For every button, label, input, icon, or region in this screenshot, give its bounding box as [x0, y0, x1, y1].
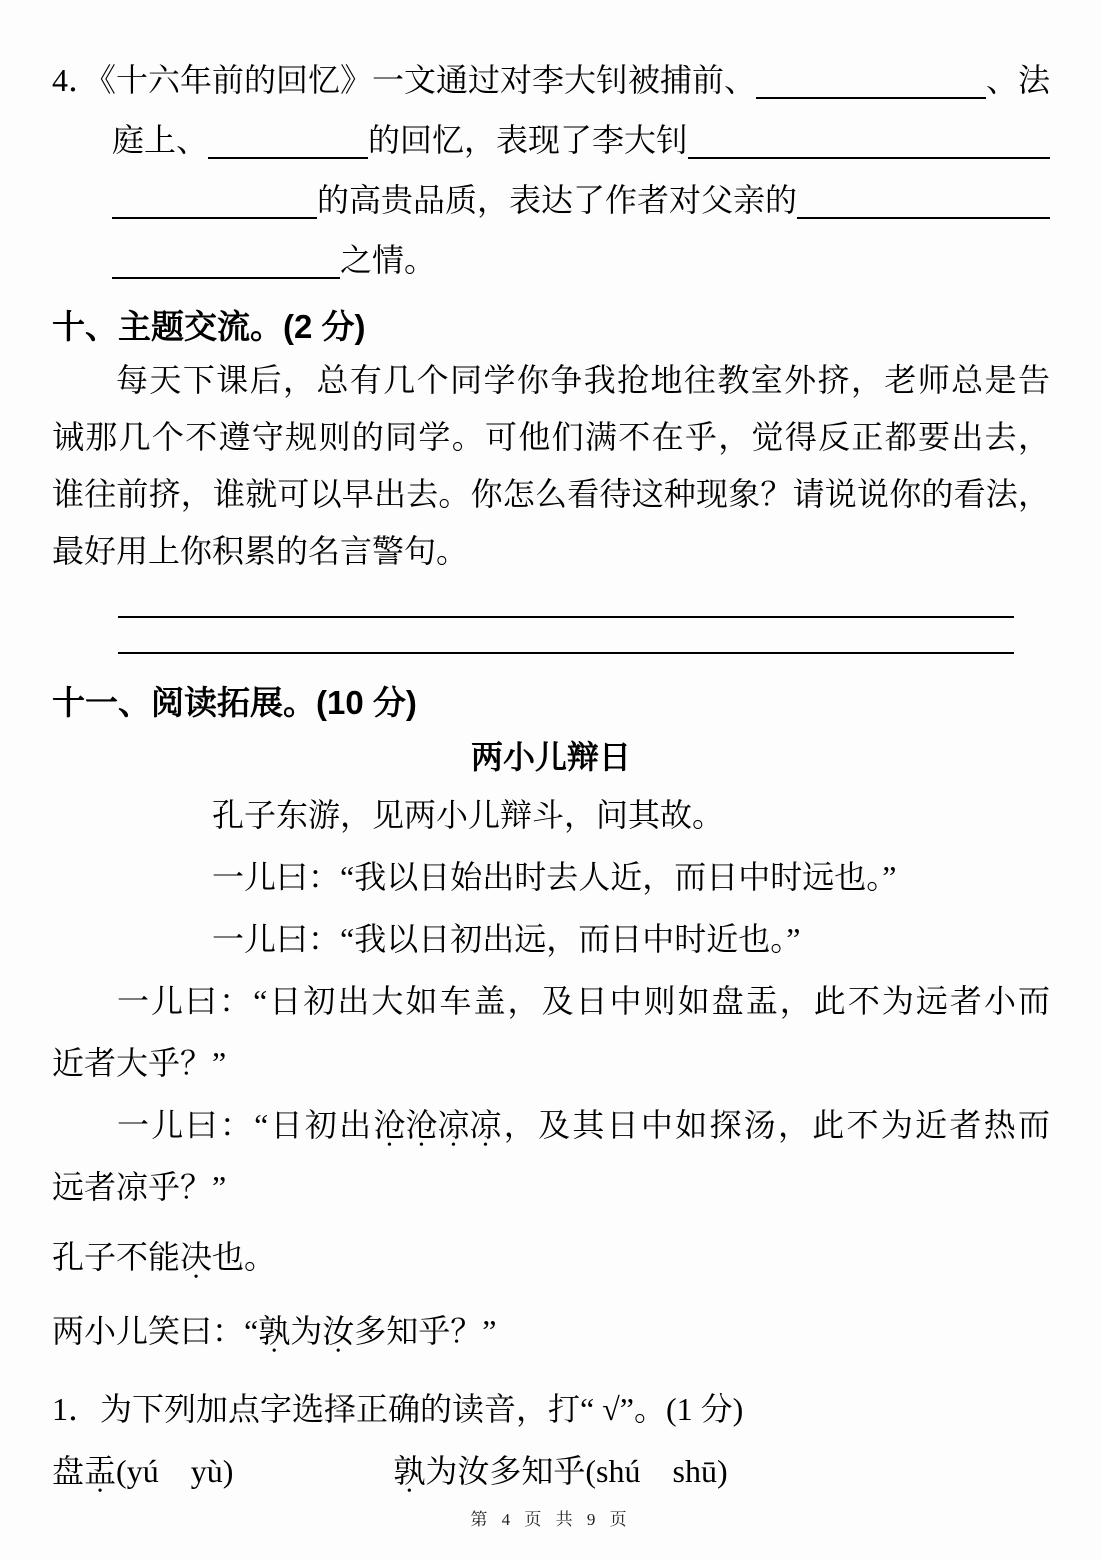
- page-footer: 第 4 页 共 9 页: [470, 1510, 632, 1529]
- passage-title: 两小儿辩日: [470, 739, 631, 775]
- answer-blank-line-1: [118, 616, 1014, 618]
- section-10-heading: 十、主题交流。(2 分): [52, 308, 366, 345]
- passage-line-3: 一儿曰：“我以日初出远，而日中时近也。”: [212, 921, 801, 957]
- answer-blank-line-2: [118, 652, 1014, 654]
- question-4-line-3: 的高贵品质，表达了作者对父亲的: [52, 170, 1050, 230]
- passage-line-7: 远者凉乎？”: [52, 1169, 227, 1205]
- passage-line-6: 一儿曰：“日初出沧沧凉凉，及其日中如探汤，此不为近者热而: [117, 1107, 1050, 1143]
- prompt-line: 每天下课后，总有几个同学你争我抢地往教室外挤，老师总是告: [116, 362, 1050, 398]
- question-4: [52, 50, 1050, 290]
- passage-line-8: 孔子不能决也。: [52, 1239, 277, 1275]
- prompt-line: 谁往前挤，谁就可以早出去。你怎么看待这种现象？请说说你的看法，: [52, 476, 1050, 512]
- question-4-line-2: 庭上、 的回忆，表现了李大钊: [52, 110, 1050, 170]
- prompt-line: 诫那几个不遵守规则的同学。可他们满不在乎，觉得反正都要出去，: [52, 419, 1050, 455]
- passage-line-9: 两小儿笑曰：“孰为汝多知乎？”: [52, 1313, 497, 1349]
- option-shu-wei: 孰为汝多知乎(shú shū): [393, 1453, 728, 1489]
- section-11-heading: 十一、阅读拓展。(10 分): [52, 684, 417, 721]
- prompt-line: 最好用上你积累的名言警句。: [52, 533, 469, 569]
- passage: [52, 784, 1050, 1362]
- pronunciation-options-row: [52, 1440, 1050, 1502]
- passage-line-4: 一儿曰：“日初出大如车盖，及日中则如盘盂，此不为远者小而: [117, 983, 1050, 1019]
- question-4-line-1: 4．《十六年前的回忆》一文通过对李大钊被捕前、 、法: [52, 62, 1050, 98]
- passage-line-1: 孔子东游，见两小儿辩斗，问其故。: [212, 797, 725, 833]
- passage-line-2: 一儿曰：“我以日始出时去人近，而日中时远也。”: [212, 859, 897, 895]
- sub-question-1: 1．为下列加点字选择正确的读音，打“ √”。(1 分): [52, 1391, 744, 1427]
- section-10-prompt: [52, 352, 1050, 580]
- option-pan-yu: 盘盂(yú yù): [52, 1453, 234, 1489]
- question-4-line-4: 之情。: [52, 230, 1050, 290]
- passage-line-5: 近者大乎？”: [52, 1045, 227, 1081]
